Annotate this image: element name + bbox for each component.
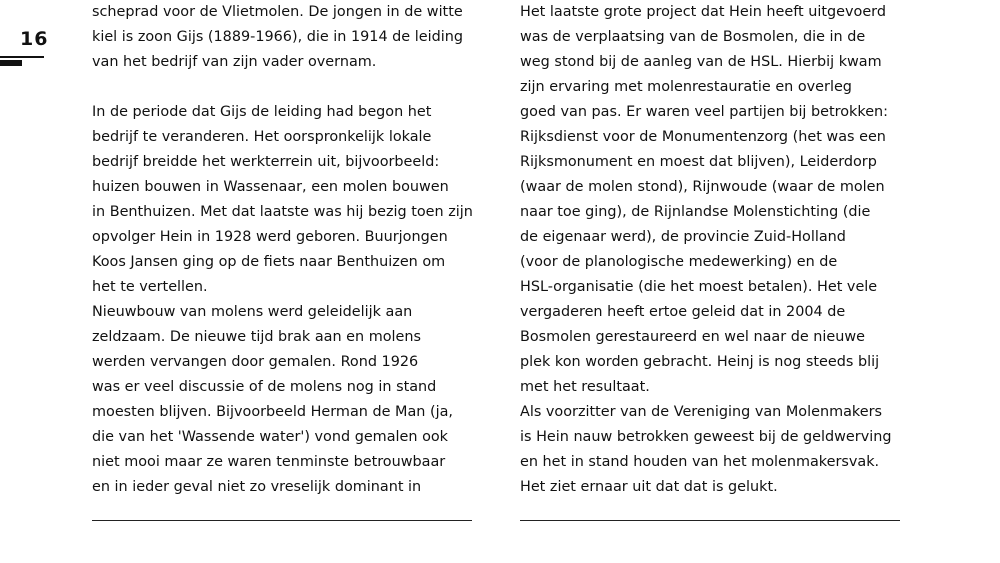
text-line: niet mooi maar ze waren tenminste betrouwbaar (92, 454, 446, 470)
right-text-column (520, 0, 920, 500)
text-line: was de verplaatsing van de Bosmolen, die in de (520, 29, 866, 45)
right-column-divider (520, 520, 900, 521)
text-line: (voor de planologische medewerking) en de (520, 254, 838, 270)
text-line: naar toe ging), de Rijnlandse Molenstichting (die (520, 204, 871, 220)
text-line: vergaderen heeft ertoe geleid dat in 2004 de (520, 304, 846, 320)
text-line: werden vervangen door gemalen. Rond 1926 (92, 354, 419, 370)
text-line: goed van pas. Er waren veel partijen bij betrokken: (520, 104, 889, 120)
text-line: in Benthuizen. Met dat laatste was hij bezig toen zijn (92, 204, 473, 220)
text-line: Het ziet ernaar uit dat dat is gelukt. (520, 479, 778, 495)
page-edge-tab (0, 60, 22, 66)
text-line: weg stond bij de aanleg van de HSL. Hierbij kwam (520, 54, 882, 70)
text-line: met het resultaat. (520, 379, 650, 395)
text-line: scheprad voor de Vlietmolen. De jongen in de witte (92, 4, 463, 20)
text-line: die van het 'Wassende water') vond gemalen ook (92, 429, 449, 445)
text-line: kiel is zoon Gijs (1889-1966), die in 1914 de leiding (92, 29, 463, 45)
text-line: plek kon worden gebracht. Heinj is nog steeds blij (520, 354, 880, 370)
text-line: Als voorzitter van de Vereniging van Molenmakers (520, 404, 882, 420)
page-number: 16 (20, 28, 49, 50)
text-line: was er veel discussie of de molens nog in stand (92, 379, 437, 395)
text-line: HSL-organisatie (die het moest betalen). Het vele (520, 279, 878, 295)
text-line: en in ieder geval niet zo vreselijk dominant in (92, 479, 422, 495)
left-text-column (92, 0, 492, 500)
text-line (92, 75, 492, 100)
text-line: (waar de molen stond), Rijnwoude (waar de molen (520, 179, 885, 195)
page-number-rule (0, 56, 44, 58)
text-line: In de periode dat Gijs de leiding had begon het (92, 104, 432, 120)
text-line: zijn ervaring met molenrestauratie en overleg (520, 79, 852, 95)
text-line: bedrijf breidde het werkterrein uit, bijvoorbeeld: (92, 154, 440, 170)
text-line: bedrijf te veranderen. Het oorspronkelijk lokale (92, 129, 432, 145)
text-line: huizen bouwen in Wassenaar, een molen bouwen (92, 179, 449, 195)
text-line: het te vertellen. (92, 279, 208, 295)
text-line: en het in stand houden van het molenmakersvak. (520, 454, 880, 470)
text-line: Nieuwbouw van molens werd geleidelijk aan (92, 304, 413, 320)
left-column-divider (92, 520, 472, 521)
text-line: Bosmolen gerestaureerd en wel naar de nieuwe (520, 329, 866, 345)
text-line: is Hein nauw betrokken geweest bij de geldwerving (520, 429, 892, 445)
text-line: zeldzaam. De nieuwe tijd brak aan en molens (92, 329, 421, 345)
text-line: Rijksmonument en moest dat blijven), Leiderdorp (520, 154, 877, 170)
text-line: van het bedrijf van zijn vader overnam. (92, 54, 377, 70)
text-line: moesten blijven. Bijvoorbeeld Herman de Man (ja, (92, 404, 453, 420)
text-line: de eigenaar werd), de provincie Zuid-Holland (520, 229, 846, 245)
text-line: Het laatste grote project dat Hein heeft uitgevoerd (520, 4, 886, 20)
text-line: Rijksdienst voor de Monumentenzorg (het was een (520, 129, 886, 145)
text-line: Koos Jansen ging op de fiets naar Benthuizen om (92, 254, 446, 270)
text-line: opvolger Hein in 1928 werd geboren. Buurjongen (92, 229, 448, 245)
